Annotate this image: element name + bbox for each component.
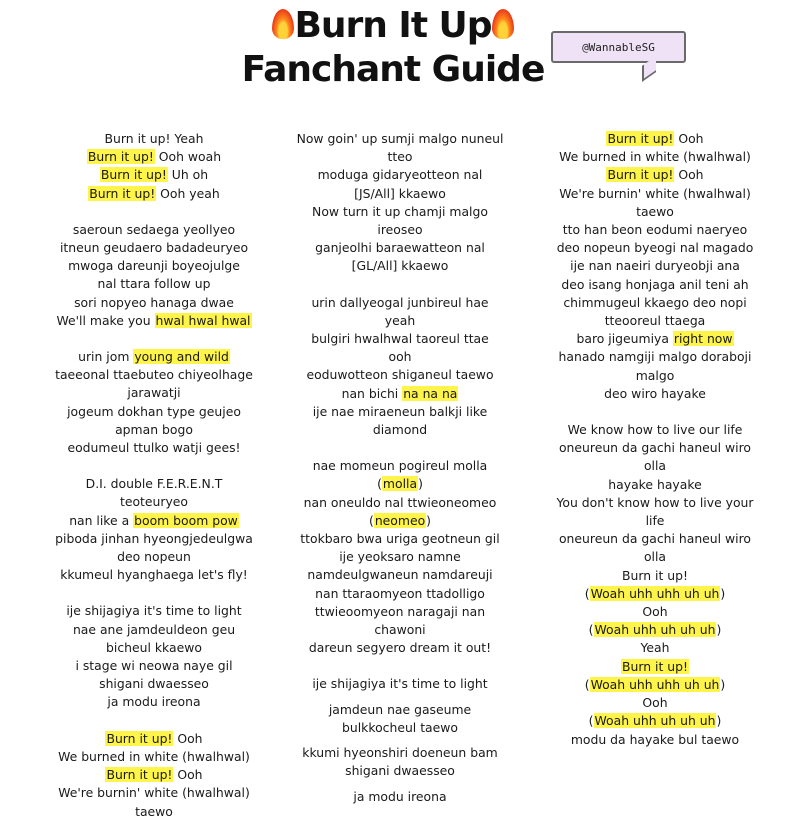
lyric-line [285, 203, 515, 221]
lyric-text: diamond [372, 422, 428, 438]
lyric-text: piboda jinhan hyeongjedeulgwa [55, 530, 253, 546]
lyric-line [285, 366, 515, 384]
lyric-text: namdeulgwaneun namdareuji [307, 567, 493, 583]
lyric-line [38, 657, 270, 675]
fanchant-highlight: right now [673, 331, 733, 347]
lyric-text: ( [368, 512, 374, 528]
lyric-line [285, 312, 515, 330]
fire-icon [492, 9, 514, 39]
lyric-line [285, 566, 515, 584]
lyric-text: chimmugeul kkaego deo nopi [563, 294, 747, 310]
lyric-text: apman bogo [115, 421, 193, 437]
lyric-line [285, 621, 515, 639]
lyric-line [38, 693, 270, 711]
lyrics-column-2 [285, 130, 515, 806]
lyric-line [285, 548, 515, 566]
lyric-text: ( [584, 585, 590, 601]
lyric-text: dareun segyero dream it out! [308, 640, 492, 656]
fanchant-highlight: na na na [403, 385, 458, 401]
fanchant-highlight: Burn it up! [89, 185, 156, 201]
lyric-text: ireoseo [377, 222, 423, 238]
lyric-text: eoduwotteon shiganeul taewo [306, 367, 494, 383]
lyric-line [38, 730, 270, 748]
lyric-text: urin dallyeogal junbireul hae [311, 294, 489, 310]
lyric-line [38, 675, 270, 693]
lyric-line [38, 366, 270, 384]
lyric-text: ije shijagiya it's time to light [66, 603, 242, 619]
lyric-text: You don't know how to live your [556, 494, 754, 510]
lyric-line [285, 294, 515, 312]
lyric-text: Ooh yeah [156, 185, 220, 201]
lyric-text: kkumeul hyanghaega let's fly! [60, 567, 248, 583]
lyric-text: tteo [387, 149, 413, 165]
lyric-line [540, 439, 770, 457]
lyric-text: jarawatji [127, 385, 181, 401]
lyric-text: ) [720, 676, 726, 692]
lyric-text: deo nopeun [117, 549, 191, 565]
lyric-line [38, 221, 270, 239]
lyric-text: ) [716, 622, 722, 638]
lyric-line [285, 701, 515, 719]
lyric-line [38, 130, 270, 148]
lyric-text: deo nopeun byeogi nal magado [556, 240, 754, 256]
lyric-text: We know how to live our life [567, 422, 743, 438]
lyric-line [38, 530, 270, 548]
lyric-line [38, 639, 270, 657]
lyric-line [38, 294, 270, 312]
lyric-line [540, 385, 770, 403]
lyric-text: Ooh [173, 730, 203, 746]
lyric-text: i stage wi neowa naye gil [75, 658, 233, 674]
lyric-text: deo isang honjaga anil teni ah [561, 276, 749, 292]
stanza-gap [38, 203, 270, 221]
lyric-line [38, 566, 270, 584]
lyric-line [540, 567, 770, 585]
lyric-line [38, 602, 270, 620]
fanchant-highlight: Burn it up! [100, 167, 167, 183]
lyric-line [285, 762, 515, 780]
lyric-text: Uh oh [167, 167, 209, 183]
lyric-line [540, 457, 770, 475]
lyric-text: We're burnin' white (hwalhwal) [559, 185, 751, 201]
lyric-text: taewo [636, 203, 674, 219]
lyric-line [540, 658, 770, 676]
lyric-text: ja modu ireona [353, 788, 447, 804]
lyric-text: tto han beon eodumi naeryeo [562, 222, 748, 238]
lyric-line [38, 475, 270, 493]
lyric-text: jogeum dokhan type geujeo [67, 403, 241, 419]
fanchant-highlight: Woah uhh uh uh uh [594, 713, 716, 729]
lyric-text: bulkkocheul taewo [342, 719, 458, 735]
fanchant-highlight: young and wild [134, 349, 229, 365]
lyric-text: Burn it up! Yeah [104, 131, 204, 146]
lyric-text: Ooh woah [154, 149, 222, 165]
lyric-line [540, 257, 770, 275]
lyric-line [540, 239, 770, 257]
lyric-line [285, 603, 515, 621]
lyric-text: D.I. double F.E.R.E.N.T [85, 476, 223, 492]
lyric-text: nae momeun pogireul molla [312, 458, 488, 474]
lyric-line [540, 494, 770, 512]
lyric-line [285, 494, 515, 512]
lyric-line [540, 367, 770, 385]
lyric-text: Now turn it up chamji malgo [312, 203, 488, 219]
lyric-line [540, 676, 770, 694]
lyric-line [540, 731, 770, 749]
lyric-text: ttokbaro bwa uriga geotneun gil [300, 531, 500, 547]
lyric-line [38, 166, 270, 184]
fanchant-highlight: Burn it up! [607, 131, 674, 146]
lyric-text: urin jom [78, 349, 134, 365]
lyric-text: We burned in white (hwalhwal) [559, 149, 751, 165]
lyric-line [285, 403, 515, 421]
lyric-text: malgo [635, 367, 675, 383]
lyric-text: We'll make you [56, 312, 155, 328]
lyric-line [285, 639, 515, 657]
lyric-line [38, 621, 270, 639]
lyric-text: taeeonal ttaebuteo chiyeolhage [55, 367, 253, 383]
lyric-text: taewo [135, 803, 173, 819]
lyric-line [38, 384, 270, 402]
lyric-line [540, 312, 770, 330]
stanza-gap [285, 276, 515, 294]
lyric-line [540, 185, 770, 203]
lyric-line [540, 221, 770, 239]
lyric-text: shigani dwaesseo [345, 763, 455, 779]
lyric-text: deo wiro hayake [604, 385, 706, 401]
lyric-line [285, 330, 515, 348]
lyric-text: nan bichi [341, 385, 403, 401]
lyric-line [285, 744, 515, 762]
lyric-line [38, 348, 270, 366]
lyric-line [540, 421, 770, 439]
lyric-line [285, 221, 515, 239]
lyric-line [285, 385, 515, 403]
lyric-line [285, 148, 515, 166]
lyric-text: teoteuryeo [119, 494, 189, 510]
lyric-text: Now goin' up sumji malgo nuneul [296, 131, 504, 146]
lyric-text: kkumi hyeonshiri doeneun bam [302, 745, 498, 761]
lyric-line [540, 603, 770, 621]
lyric-text: itneun geudaero badadeuryeo [59, 240, 249, 256]
lyric-line [285, 239, 515, 257]
lyric-text: modu da hayake bul taewo [570, 731, 740, 747]
title-line-1: Burn It Up [294, 5, 492, 46]
stanza-gap [285, 439, 515, 457]
lyric-line [38, 421, 270, 439]
credit-handle: @WannableSG [582, 40, 655, 54]
lyric-line [38, 148, 270, 166]
page-subtitle: Fanchant Guide [241, 49, 545, 90]
fanchant-highlight: hwal hwal hwal [155, 312, 251, 328]
lyric-line [285, 788, 515, 806]
stanza-gap [285, 781, 515, 788]
stanza-gap [285, 694, 515, 701]
fanchant-highlight: Woah uhh uh uh uh [594, 622, 716, 638]
lyric-text: hanado namgiji malgo doraboji [558, 349, 752, 365]
lyric-line [540, 130, 770, 148]
lyric-line [38, 784, 270, 802]
lyric-text: ja modu ireona [107, 694, 201, 710]
lyric-text: sori nopyeo hanaga dwae [74, 294, 234, 310]
lyric-line [540, 639, 770, 657]
lyric-text: tteooreul ttaega [604, 313, 706, 329]
lyric-text: shigani dwaesseo [99, 676, 209, 692]
fanchant-highlight: Burn it up! [622, 658, 688, 674]
lyric-line [540, 585, 770, 603]
lyric-text: moduga gidaryeotteon nal [317, 167, 483, 183]
lyric-line [38, 439, 270, 457]
lyric-text: olla [643, 549, 667, 565]
lyric-line [285, 475, 515, 493]
lyric-text: nae ane jamdeuldeon geu [72, 621, 236, 637]
lyric-text: ttwieoomyeon naragaji nan [314, 603, 486, 619]
lyric-text: ) [418, 476, 423, 492]
lyric-text: oneureun da gachi haneul wiro [558, 440, 752, 456]
lyric-line [540, 712, 770, 730]
lyric-text: baro jigeumiya [576, 331, 673, 347]
lyric-text: ooh [388, 349, 412, 365]
lyric-line [540, 166, 770, 184]
fanchant-highlight: Burn it up! [607, 167, 674, 183]
lyric-line [540, 148, 770, 166]
stanza-gap [38, 584, 270, 602]
lyric-line [38, 512, 270, 530]
lyric-text: ) [720, 585, 726, 601]
lyric-line [285, 348, 515, 366]
lyric-line [285, 457, 515, 475]
lyric-text: ije shijagiya it's time to light [312, 676, 488, 692]
lyric-text: hayake hayake [608, 476, 702, 492]
lyric-text: eodumeul ttulko watji gees! [67, 440, 241, 456]
lyric-text: ( [584, 676, 590, 692]
lyric-line [38, 548, 270, 566]
lyric-line [38, 766, 270, 784]
lyric-text: ) [426, 512, 432, 528]
lyric-text: nan ttaraomyeon ttadolligo [315, 585, 485, 601]
stanza-gap [38, 457, 270, 475]
lyric-text: Ooh [674, 131, 704, 146]
lyric-line [540, 330, 770, 348]
lyric-text: Ooh [642, 695, 668, 711]
lyric-text: Yeah [640, 640, 670, 656]
stanza-gap [38, 712, 270, 730]
lyric-text: Ooh [173, 767, 203, 783]
lyric-line [38, 493, 270, 511]
lyric-line [38, 275, 270, 293]
lyric-line [285, 585, 515, 603]
fanchant-highlight: Woah uhh uhh uh uh [590, 585, 720, 601]
lyric-line [540, 348, 770, 366]
lyric-line [540, 621, 770, 639]
lyric-text: jamdeun nae gaseume [328, 701, 472, 717]
lyric-line [285, 166, 515, 184]
fanchant-highlight: molla [382, 476, 418, 492]
lyric-line [38, 312, 270, 330]
lyric-text: ) [716, 713, 722, 729]
lyric-text: nan like a [69, 512, 134, 528]
lyric-text: We burned in white (hwalhwal) [58, 748, 250, 764]
lyric-text: chawoni [374, 622, 426, 638]
lyric-line [38, 803, 270, 821]
lyric-line [285, 185, 515, 203]
fanchant-highlight: Burn it up! [106, 767, 173, 783]
lyric-text: [GL/All] kkaewo [351, 258, 449, 274]
lyric-line [38, 403, 270, 421]
lyric-text: nal ttara follow up [97, 276, 211, 292]
lyric-line [285, 675, 515, 693]
lyric-line [540, 203, 770, 221]
lyric-text: saeroun sedaega yeollyeo [72, 221, 236, 237]
lyric-line [285, 512, 515, 530]
lyric-line [540, 476, 770, 494]
lyric-line [285, 421, 515, 439]
lyric-line [540, 530, 770, 548]
lyric-line [285, 530, 515, 548]
fanchant-highlight: Woah uhh uhh uh uh [590, 676, 720, 692]
fanchant-highlight: neomeo [374, 512, 426, 528]
lyric-text: ije nae miraeneun balkji like [312, 403, 488, 419]
lyric-text: yeah [384, 312, 416, 328]
lyric-line [285, 130, 515, 148]
lyric-text: ije yeoksaro namne [339, 549, 461, 565]
fire-icon [272, 9, 294, 39]
lyric-text: We're burnin' white (hwalhwal) [58, 785, 250, 801]
fanchant-highlight: boom boom pow [134, 512, 238, 528]
stanza-gap [540, 403, 770, 421]
lyric-text: Ooh [642, 604, 668, 620]
lyric-line [540, 694, 770, 712]
lyric-text: ganjeolhi baraewatteon nal [315, 240, 485, 256]
lyric-line [540, 548, 770, 566]
lyric-text: nan oneuldo nal ttwieoneomeo [303, 494, 497, 510]
lyric-text: [JS/All] kkaewo [354, 185, 446, 201]
lyric-line [38, 185, 270, 203]
lyric-text: ( [588, 713, 594, 729]
lyrics-column-3 [540, 130, 770, 749]
lyric-line [285, 719, 515, 737]
stanza-gap [285, 657, 515, 675]
lyric-line [38, 257, 270, 275]
stanza-gap [285, 737, 515, 744]
fanchant-highlight: Burn it up! [106, 730, 173, 746]
lyric-text: olla [643, 458, 667, 474]
lyric-text: oneureun da gachi haneul wiro [558, 531, 752, 547]
credit-speech-bubble [551, 31, 686, 63]
lyric-line [540, 294, 770, 312]
fanchant-highlight: Burn it up! [87, 149, 154, 165]
lyric-text: ( [377, 476, 382, 492]
lyric-text: Ooh [674, 167, 704, 183]
stanza-gap [38, 330, 270, 348]
lyric-line [285, 257, 515, 275]
lyric-line [540, 512, 770, 530]
lyric-line [38, 748, 270, 766]
lyric-text: life [645, 513, 665, 529]
lyrics-column-1 [38, 130, 270, 821]
lyric-line [38, 239, 270, 257]
lyric-text: bicheul kkaewo [106, 639, 202, 655]
lyric-text: ( [588, 622, 594, 638]
lyric-text: ije nan naeiri duryeobji ana [570, 258, 740, 274]
lyric-line [540, 276, 770, 294]
lyric-text: mwoga dareunji boyeojulge [68, 258, 240, 274]
lyric-text: bulgiri hwalhwal taoreul ttae [311, 331, 489, 347]
lyric-text: Burn it up! [622, 567, 688, 583]
